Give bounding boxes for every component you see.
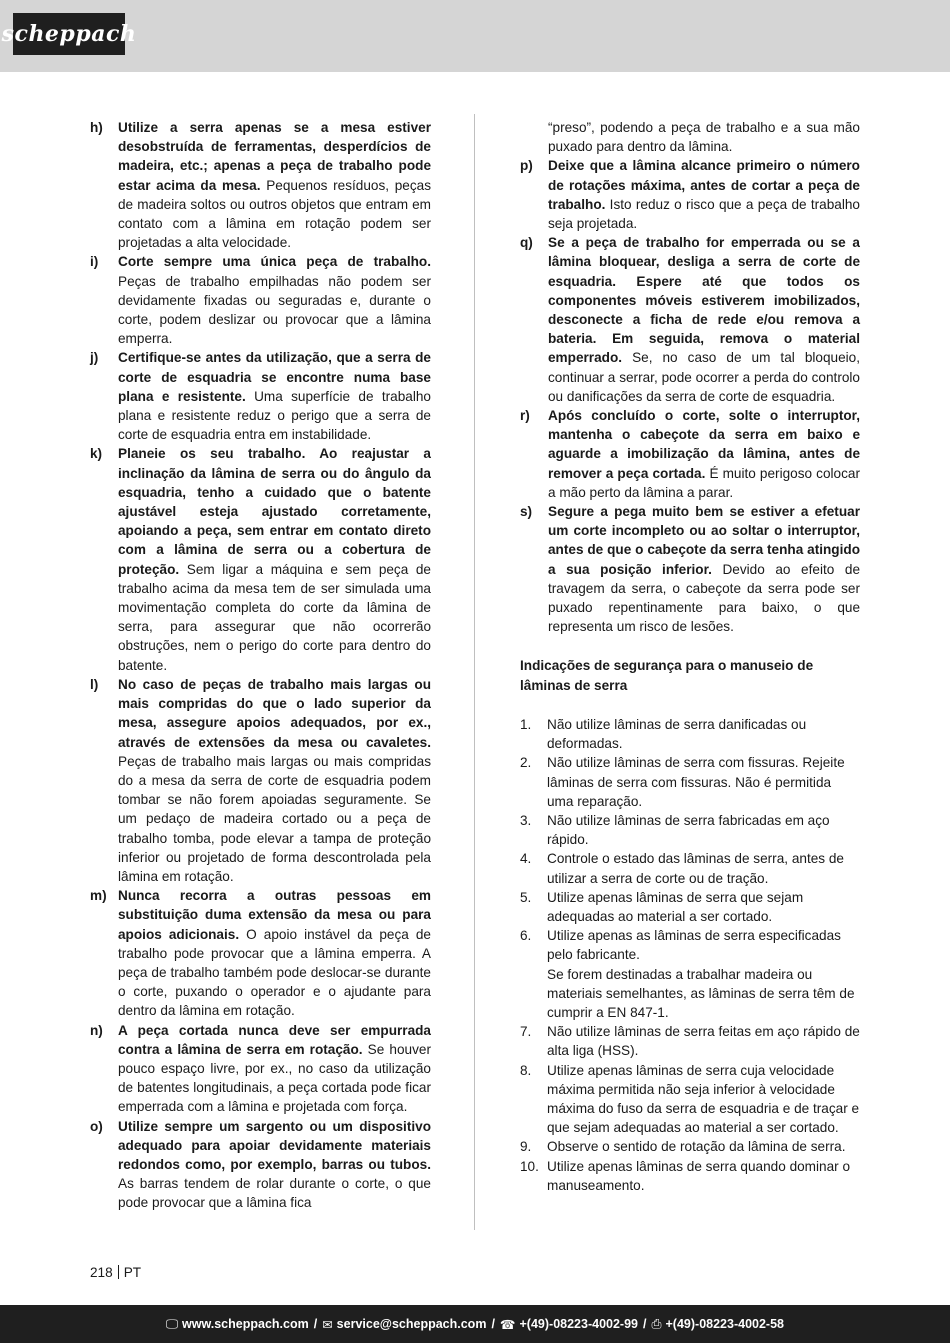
list-item-text: Não utilize lâminas de serra feitas em aço rápido de alta liga (HSS). (547, 1024, 860, 1059)
list-item-text: Não utilize lâminas de serra fabricadas em aço rápido. (547, 812, 830, 848)
item-normal-text: Sem ligar a máquina e sem peça de trabalho acima da mesa tem de ser simulada uma movimentação completa do corte da lâmina de serra, para assegurar que não ocorrerão obstruções, nem o perigo do corte para dentro do batente. (118, 561, 431, 673)
item-normal-text: Peças de trabalho empilhadas não podem ser devidamente fixadas ou seguradas e, durante o corte, podem deslizar ou provocar que a lâmina emperra. (118, 273, 431, 347)
item-label: l) (90, 676, 99, 692)
list-item-number: 5. (520, 889, 532, 905)
footer-phone: +(49)-08223-4002-99 (519, 1317, 638, 1331)
safety-item (90, 886, 431, 1020)
list-item-text-block (547, 715, 860, 753)
list-item (520, 926, 860, 1022)
list-item-text: Utilize apenas as lâminas de serra especificadas pelo fabricante. (547, 928, 841, 963)
list-item (520, 1137, 860, 1156)
item-bold-text: Certifique-se antes da utilização, que a serra de corte de esquadria se encontre numa base plana e resistente. (118, 350, 431, 404)
list-item-number: 8. (520, 1062, 532, 1078)
page-language: PT (123, 1265, 142, 1280)
item-text (118, 1021, 431, 1117)
item-text (118, 348, 431, 444)
list-item-number: 2. (520, 755, 532, 771)
item-label: p) (520, 158, 533, 174)
list-item (520, 753, 860, 811)
safety-item (90, 348, 431, 444)
list-item-text-block (547, 849, 860, 887)
list-item (520, 1061, 860, 1138)
item-normal-text: Peças de trabalho mais largas ou mais compridas do a mesa da serra de corte de esquadria podem tombar se não forem apoiadas seguramente. Se um pedaço de madeira cortado ou a peça de trabalho tomba, pode elevar a tampa de proteção inferior ou projetado de forma descontrolada pela lâmina em rotação. (118, 753, 431, 884)
list-item-number: 9. (520, 1139, 532, 1155)
list-item (520, 1157, 860, 1195)
left-column (90, 118, 431, 1213)
page-number (90, 1265, 141, 1280)
item-bold-text: Nunca recorra a outras pessoas em substituição duma extensão da mesa ou para apoios adicionais. (118, 888, 431, 942)
safety-item (90, 252, 431, 348)
list-item-text: Não utilize lâminas de serra com fissuras. Rejeite lâminas de serra com fissuras. Não é permitida uma reparação. (547, 755, 845, 809)
item-text (118, 675, 431, 886)
right-column (520, 118, 860, 1195)
item-text (118, 886, 431, 1020)
phone-icon: ☎ (499, 1317, 516, 1332)
footer-separator: / (491, 1317, 495, 1331)
item-bold-text: No caso de peças de trabalho mais largas ou mais compridas do que o lado superior da mesa, assegure apoios adequados, por ex., através de extensões da mesa ou cavaletes. (118, 676, 431, 750)
list-item (520, 1022, 860, 1060)
item-bold-text: Utilize a serra apenas se a mesa estiver desobstruída de ferramentas, desperdícios de madeira, etc.; apenas a peça de trabalho pode estar acima da mesa. (118, 120, 431, 193)
item-text (548, 502, 860, 636)
safety-item (90, 1021, 431, 1117)
list-item-text-block (547, 753, 860, 811)
page-number-value: 218 (90, 1265, 113, 1280)
list-item-number: 6. (520, 928, 532, 944)
continued-text: “preso”, podendo a peça de trabalho e a sua mão puxado para dentro da lâmina. (548, 120, 860, 155)
item-text (118, 252, 431, 348)
page-number-separator (118, 1265, 119, 1279)
column-divider (474, 114, 475, 1230)
list-item-text-block (547, 1061, 860, 1138)
item-label: i) (90, 254, 99, 270)
list-item-number: 10. (520, 1158, 539, 1174)
item-normal-text: O apoio instável da peça de trabalho pode provocar que a lâmina emperra. A peça de trabalho também pode deslocar-se durante o corte, puxando o operador e o ajudante para dentro da lâmina em rotação. (118, 926, 431, 1019)
safety-item (520, 502, 860, 636)
item-normal-text: Se houver pouco espaço livre, por ex., no caso da utilização de batentes longitudinais, a peça cortada pode ficar emperrada com a lâmina e projetada com força. (118, 1041, 431, 1115)
list-item-number: 7. (520, 1024, 532, 1040)
item-text (548, 406, 860, 502)
item-normal-text: Se, no caso de um tal bloqueio, continuar a serrar, pode ocorrer a perda do controlo ou danificações da serra de corte de esquadria. (548, 350, 860, 404)
footer-web[interactable]: www.scheppach.com (182, 1317, 309, 1331)
list-item-text: Não utilize lâminas de serra danificadas ou deformadas. (547, 716, 807, 752)
item-bold-text: Segure a pega muito bem se estiver a efetuar um corte incompleto ou ao soltar o interruptor, antes de que o cabeçote da serra tenha atingido a sua posição inferior. (548, 504, 860, 577)
item-label: k) (90, 446, 103, 462)
item-label: q) (520, 235, 533, 251)
list-item-text-block (547, 1157, 860, 1195)
list-item-number: 4. (520, 851, 532, 867)
footer-email[interactable]: service@scheppach.com (336, 1317, 487, 1331)
item-bold-text: Planeie os seu trabalho. Ao reajustar a inclinação da lâmina de serra ou do ângulo da esquadria, tenho a cuidado que o batente ajustável esteja ajustado corretamente, apoiando a peça, sem entrar em contato direto com a lâmina de serra ou a cobertura de proteção. (118, 446, 431, 577)
list-item-text-block (547, 1137, 860, 1156)
list-item (520, 811, 860, 849)
list-item-text-block (547, 888, 860, 926)
section-title: Indicações de segurança para o manuseio de lâminas de serra (520, 658, 814, 693)
safety-item (90, 675, 431, 886)
safety-item (520, 156, 860, 233)
safety-item (90, 444, 431, 674)
list-item-number: 3. (520, 812, 532, 828)
item-text (118, 118, 431, 252)
mail-icon: ✉ (322, 1317, 333, 1332)
page-header (0, 0, 950, 72)
footer-separator: / (313, 1317, 318, 1331)
item-normal-text: As barras tendem de rolar durante o corte, o que pode provocar que a lâmina fica (118, 1176, 431, 1211)
list-item-text: Controle o estado das lâminas de serra, antes de utilizar a serra de corte ou de tração. (547, 851, 844, 886)
item-label: o) (90, 1118, 103, 1134)
item-label: j) (90, 350, 99, 366)
safety-item (90, 1117, 431, 1213)
page-footer (0, 1305, 950, 1343)
safety-item (90, 118, 431, 252)
item-normal-text: Uma superfície de trabalho plana e resistente reduz o perigo que a serra de corte de esquadria entra em instabilidade. (118, 388, 431, 443)
list-item-text-block (547, 1022, 860, 1060)
item-normal-text: Isto reduz o risco que a peça de trabalho seja projetada. (548, 196, 860, 232)
item-bold-text: Após concluído o corte, solte o interruptor, mantenha o cabeçote da serra em baixo e aguarde a imobilização da lâmina, antes de remover a peça cortada. (548, 408, 860, 481)
item-bold-text: Utilize sempre um sargento ou um dispositivo adequado para apoiar devidamente materiais redondos como, por exemplo, barras ou tubos. (118, 1118, 431, 1172)
item-label: h) (90, 120, 103, 135)
computer-icon: 🖵 (165, 1316, 179, 1331)
safety-item (520, 233, 860, 406)
list-item-text-block (547, 926, 860, 1022)
list-item-text-block (547, 811, 860, 849)
item-text (548, 233, 860, 406)
list-item-text-extra: Se forem destinadas a trabalhar madeira ou materiais semelhantes, as lâminas de serra têm de cumprir a EN 847-1. (547, 966, 855, 1020)
list-item-text: Utilize apenas lâminas de serra que sejam adequadas ao material a ser cortado. (547, 889, 804, 924)
item-bold-text: Corte sempre uma única peça de trabalho. (118, 254, 431, 270)
list-item-text: Observe o sentido de rotação da lâmina de serra. (547, 1139, 846, 1155)
list-item-number: 1. (520, 716, 532, 732)
item-normal-text: Devido ao efeito de travagem da serra, o cabeçote da serra pode ser puxado repentinamente para baixo, o que representa um risco de lesões. (548, 561, 860, 635)
footer-fax: +(49)-08223-4002-58 (665, 1317, 784, 1331)
scheppach-logo: scheppach (13, 13, 125, 55)
list-item (520, 715, 860, 753)
item-bold-text: Se a peça de trabalho for emperrada ou se a lâmina bloquear, desliga a serra de corte de esquadria. Espere até que todos os componentes móveis estiverem imobilizados, desconecte a ficha de rede e/ou remova a bateria. Em seguida, remova o material emperrado. (548, 235, 860, 366)
item-bold-text: A peça cortada nunca deve ser empurrada contra a lâmina de serra em rotação. (118, 1022, 431, 1057)
list-item-text: Utilize apenas lâminas de serra cuja velocidade máxima permitida não seja inferior à velocidade máxima do fuso da serra de esquadria e de traçar e que sejam adequadas ao material a ser cortado. (547, 1062, 860, 1136)
list-item (520, 849, 860, 887)
item-label: m) (90, 888, 107, 904)
item-label: s) (520, 504, 533, 520)
list-item-text: Utilize apenas lâminas de serra quando dominar o manuseamento. (547, 1158, 851, 1193)
footer-separator: / (643, 1317, 647, 1331)
safety-item (520, 406, 860, 502)
item-text (118, 1117, 431, 1213)
item-normal-text: É muito perigoso colocar a mão perto da lâmina a parar. (548, 465, 860, 500)
item-bold-text: Deixe que a lâmina alcance primeiro o número de rotações máxima, antes de cortar a peça de trabalho. (548, 158, 860, 212)
item-label: r) (520, 408, 530, 424)
item-normal-text: Pequenos resíduos, peças de madeira soltos ou outros objetos que entram em contato com a lâmina em rotação podem ser projetadas a alta velocidade. (118, 177, 431, 251)
item-text (548, 156, 860, 233)
list-item (520, 888, 860, 926)
item-text (118, 444, 431, 674)
item-label: n) (90, 1022, 103, 1038)
fax-icon: ⎙ (651, 1316, 662, 1331)
